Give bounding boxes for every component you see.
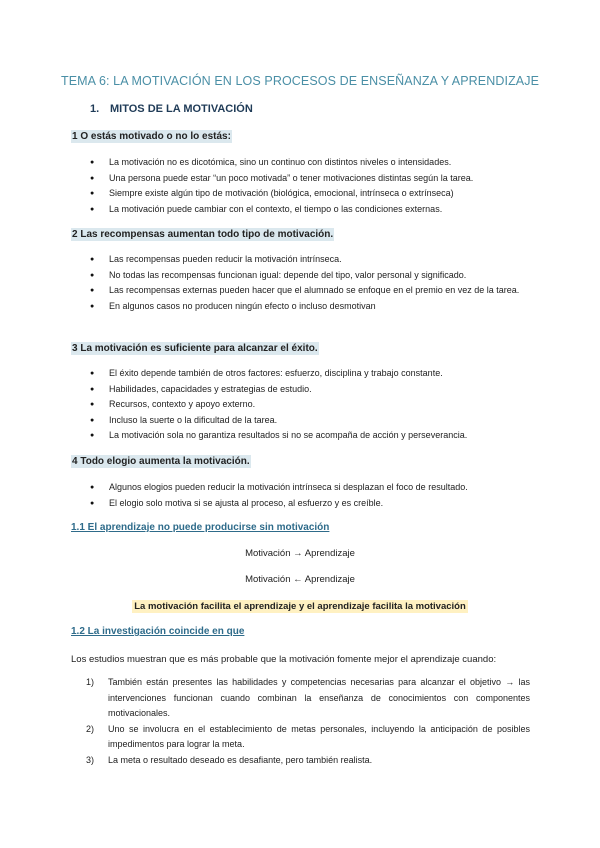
relation-line: Motivación ← Aprendizaje <box>245 574 355 585</box>
list-item: ● El éxito depende también de otros factores: esfuerzo, disciplina y trabajo constante. <box>90 366 530 382</box>
subsection-heading: 1.2 La investigación coincide en que <box>71 626 245 637</box>
list-item: ● Las recompensas externas pueden hacer que el alumnado se enfoque en el premio en vez de la tarea. <box>90 283 530 299</box>
bullet-list <box>90 480 530 511</box>
list-item: ● Una persona puede estar “un poco motivada” o tener motivaciones distintas según la tarea. <box>90 171 530 187</box>
highlight-text: La motivación facilita el aprendizaje y el aprendizaje facilita la motivación <box>134 601 466 612</box>
myth-heading: 4 Todo elogio aumenta la motivación. <box>72 456 250 467</box>
list-item <box>86 753 530 769</box>
section-heading <box>90 103 253 115</box>
myth-heading: 2 Las recompensas aumentan todo tipo de motivación. <box>72 229 334 240</box>
list-item: ● El elogio solo motiva si se ajusta al proceso, al esfuerzo y es creíble. <box>90 496 530 512</box>
item-text: La meta o resultado deseado es desafiante, pero también realista. <box>108 754 373 765</box>
item-number: 2) <box>86 723 95 734</box>
list-item: ● No todas las recompensas funcionan igual: depende del tipo, valor personal y significado. <box>90 268 530 284</box>
list-item: ● La motivación sola no garantiza resultados si no se acompaña de acción y perseverancia. <box>90 428 530 444</box>
list-item <box>86 675 530 722</box>
paragraph: Los estudios muestran que es más probable que la motivación fomente mejor el aprendizaje cuando: <box>71 654 497 665</box>
section-title: MITOS DE LA MOTIVACIÓN <box>110 103 253 115</box>
relation-line: Motivación → Aprendizaje <box>245 548 355 559</box>
list-item: ● Las recompensas pueden reducir la motivación intrínseca. <box>90 252 530 268</box>
list-item: ● Algunos elogios pueden reducir la motivación intrínseca si desplazan el foco de resultado. <box>90 480 530 496</box>
bullet-list <box>90 366 530 444</box>
list-item: ● La motivación puede cambiar con el contexto, el tiempo o las condiciones externas. <box>90 202 530 218</box>
list-item: ● Recursos, contexto y apoyo externo. <box>90 397 530 413</box>
list-item: ● Siempre existe algún tipo de motivación (biológica, emocional, intrínseca o extrínseca) <box>90 186 530 202</box>
list-item: ● En algunos casos no producen ningún efecto o incluso desmotivan <box>90 299 530 315</box>
item-number: 1) <box>86 677 95 687</box>
document-title: TEMA 6: LA MOTIVACIÓN EN LOS PROCESOS DE ENSEÑANZA Y APRENDIZAJE <box>60 74 540 88</box>
list-item: ● Incluso la suerte o la dificultad de la tarea. <box>90 413 530 429</box>
bullet-list <box>90 155 530 217</box>
list-item: ● Habilidades, capacidades y estrategias de estudio. <box>90 382 530 398</box>
list-item: ● La motivación no es dicotómica, sino un continuo con distintos niveles o intensidades. <box>90 155 530 171</box>
numbered-list <box>86 675 530 768</box>
item-text: También están presentes las habilidades y competencias necesarias para alcanzar el objetivo → las intervenciones funcionan cuando combinan la enseñanza de conocimientos con componentes motivacionales. <box>108 677 530 718</box>
list-item <box>86 722 530 753</box>
bullet-list <box>90 252 530 314</box>
myth-heading: 1 O estás motivado o no lo estás: <box>72 131 231 142</box>
highlight-statement <box>0 601 600 612</box>
section-number: 1. <box>90 103 100 115</box>
item-text: Uno se involucra en el establecimiento de metas personales, incluyendo la anticipación de posibles impedimentos para lograr la meta. <box>108 723 530 749</box>
subsection-heading: 1.1 El aprendizaje no puede producirse sin motivación <box>71 522 330 533</box>
myth-heading: 3 La motivación es suficiente para alcanzar el éxito. <box>72 343 318 354</box>
item-number: 3) <box>86 754 95 765</box>
